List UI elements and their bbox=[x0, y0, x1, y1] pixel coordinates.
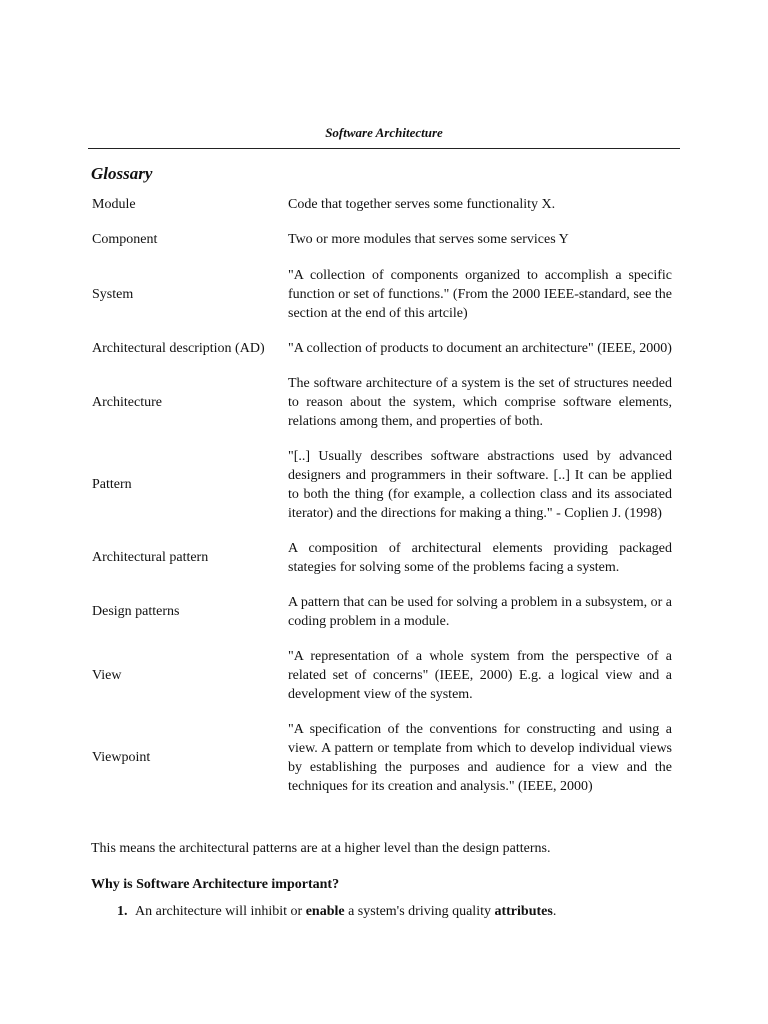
glossary-term: System bbox=[92, 287, 134, 302]
glossary-definition: The software architecture of a system is the set of structures needed to reason about the system, which comprise software elements, relations among them, and properties of both. bbox=[288, 376, 672, 429]
glossary-term: Design patterns bbox=[92, 604, 180, 619]
glossary-definition: "[..] Usually describes software abstractions used by advanced designers and programmers in their software. [..] It can be applied to both the thing (for example, a collection class and its associated iterator) and the directions for making a thing." - Coplien J. (1998) bbox=[288, 449, 672, 521]
glossary-definition: "A collection of components organized to accomplish a specific function or set of functions." (From the 2000 IEEE-standard, see the section at the end of this artcile) bbox=[288, 268, 672, 321]
list-item-text: . bbox=[552, 904, 557, 919]
section-question-heading: Why is Software Architecture important? bbox=[91, 877, 340, 892]
glossary-term: View bbox=[92, 668, 122, 683]
glossary-definition: "A collection of products to document an architecture" (IEEE, 2000) bbox=[288, 341, 672, 356]
summary-paragraph: This means the architectural patterns are at a higher level than the design patterns. bbox=[91, 841, 551, 856]
glossary-term: Architecture bbox=[92, 395, 162, 410]
glossary-term: Pattern bbox=[92, 477, 132, 492]
list-item-text: a system's driving quality bbox=[344, 904, 495, 919]
list-item bbox=[135, 902, 556, 921]
glossary-definition: Code that together serves some functionality X. bbox=[288, 197, 556, 212]
glossary-definition: "A representation of a whole system from the perspective of a related set of concerns" (IEEE, 2000) E.g. a logical view and a development view of the system. bbox=[288, 649, 672, 702]
glossary-term: Architectural pattern bbox=[92, 550, 209, 565]
list-item-bold-text: enable bbox=[305, 904, 345, 919]
page-header-title: Software Architecture bbox=[325, 125, 443, 140]
header-divider bbox=[88, 148, 680, 149]
glossary-term: Module bbox=[92, 197, 136, 212]
glossary-term: Viewpoint bbox=[92, 750, 151, 765]
glossary-definition: A composition of architectural elements providing packaged stategies for solving some of the problems facing a system. bbox=[288, 541, 672, 575]
glossary-term: Component bbox=[92, 232, 158, 247]
glossary-heading: Glossary bbox=[91, 164, 153, 183]
list-item-number: 1. bbox=[117, 904, 128, 919]
list-item-bold-text: attributes bbox=[494, 904, 553, 919]
glossary-definition: A pattern that can be used for solving a problem in a subsystem, or a coding problem in a module. bbox=[288, 595, 672, 629]
glossary-definition: "A specification of the conventions for constructing and using a view. A pattern or template from which to develop individual views by establishing the purposes and audience for a view and the techniques for its creation and analysis." (IEEE, 2000) bbox=[288, 722, 672, 794]
list-item-text: An architecture will inhibit or bbox=[135, 904, 306, 919]
glossary-definition: Two or more modules that serves some services Y bbox=[288, 232, 569, 247]
glossary-term: Architectural description (AD) bbox=[92, 341, 265, 356]
